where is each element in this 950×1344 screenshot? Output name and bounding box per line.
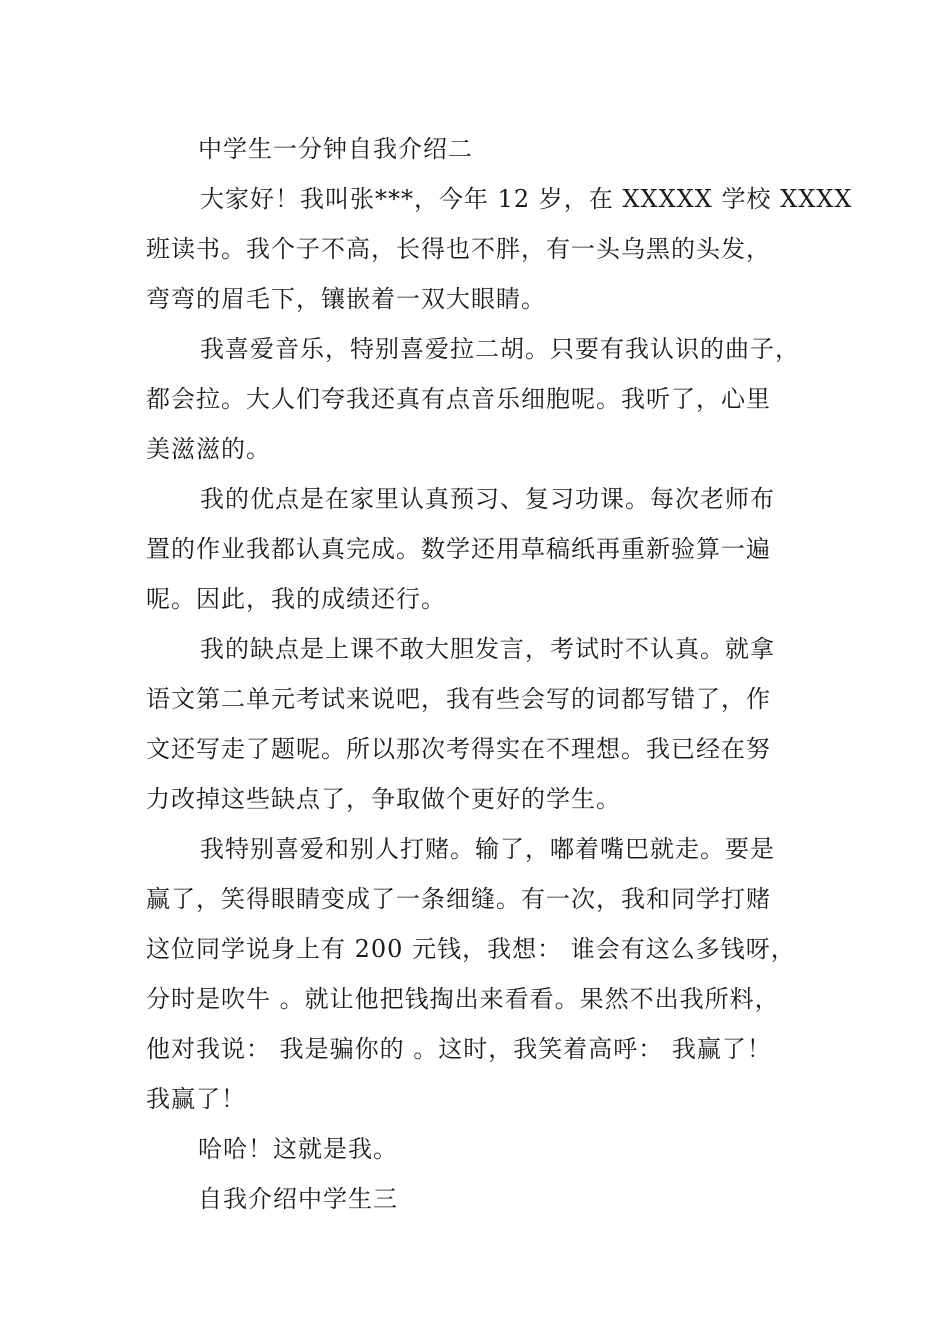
- paragraph-line: 我喜爱音乐，特别喜爱拉二胡。只要有我认识的曲子，: [200, 335, 800, 363]
- paragraph-line: 我的优点是在家里认真预习、复习功课。每次老师布: [200, 485, 775, 513]
- document-body: [146, 124, 853, 1224]
- paragraph-line: 弯弯的眉毛下，镶嵌着一双大眼睛。: [146, 285, 546, 313]
- paragraph-line: 我特别喜爱和别人打赌。输了，嘟着嘴巴就走。要是: [200, 835, 775, 863]
- paragraph-line: 赢了，笑得眼睛变成了一条细缝。有一次，我和同学打赌: [146, 885, 771, 913]
- paragraph-music: [146, 324, 816, 474]
- paragraph-line: 都会拉。大人们夸我还真有点音乐细胞呢。我听了，心里: [146, 385, 771, 413]
- paragraph-line: 呢。因此，我的成绩还行。: [146, 585, 446, 613]
- section-heading-three: 自我介绍中学生三: [198, 1185, 398, 1213]
- paragraph-weaknesses: [146, 624, 816, 824]
- paragraph-line: 文还写走了题呢。所以那次考得实在不理想。我已经在努: [146, 735, 771, 763]
- paragraph-line: 这位同学说身上有 200 元钱，我想： 谁会有这么多钱呀，: [146, 935, 796, 963]
- paragraph-line: 美滋滋的。: [146, 435, 271, 463]
- paragraph-line: 我的缺点是上课不敢大胆发言，考试时不认真。就拿: [200, 635, 775, 663]
- paragraph-line: 班读书。我个子不高，长得也不胖，有一头乌黑的头发，: [146, 235, 771, 263]
- paragraph-line: 置的作业我都认真完成。数学还用草稿纸再重新验算一遍: [146, 535, 771, 563]
- paragraph-line: 分时是吹牛 。就让他把钱掏出来看看。果然不出我所料，: [146, 985, 780, 1013]
- paragraph-line: 大家好！我叫张***，今年 12 岁，在 XXXXX 学校 XXXX: [200, 185, 853, 213]
- paragraph-line: 力改掉这些缺点了，争取做个更好的学生。: [146, 785, 621, 813]
- paragraph-closing: 哈哈！这就是我。: [198, 1135, 398, 1163]
- paragraph-strengths: [146, 474, 816, 624]
- paragraph-line: 他对我说： 我是骗你的 。这时，我笑着高呼： 我赢了！: [146, 1035, 772, 1063]
- paragraph-greeting: [146, 174, 853, 324]
- paragraph-line: 我赢了！: [146, 1085, 246, 1113]
- paragraph-line: 语文第二单元考试来说吧，我有些会写的词都写错了，作: [146, 685, 771, 713]
- section-heading-two: 中学生一分钟自我介绍二: [198, 135, 473, 163]
- paragraph-betting: [146, 824, 816, 1124]
